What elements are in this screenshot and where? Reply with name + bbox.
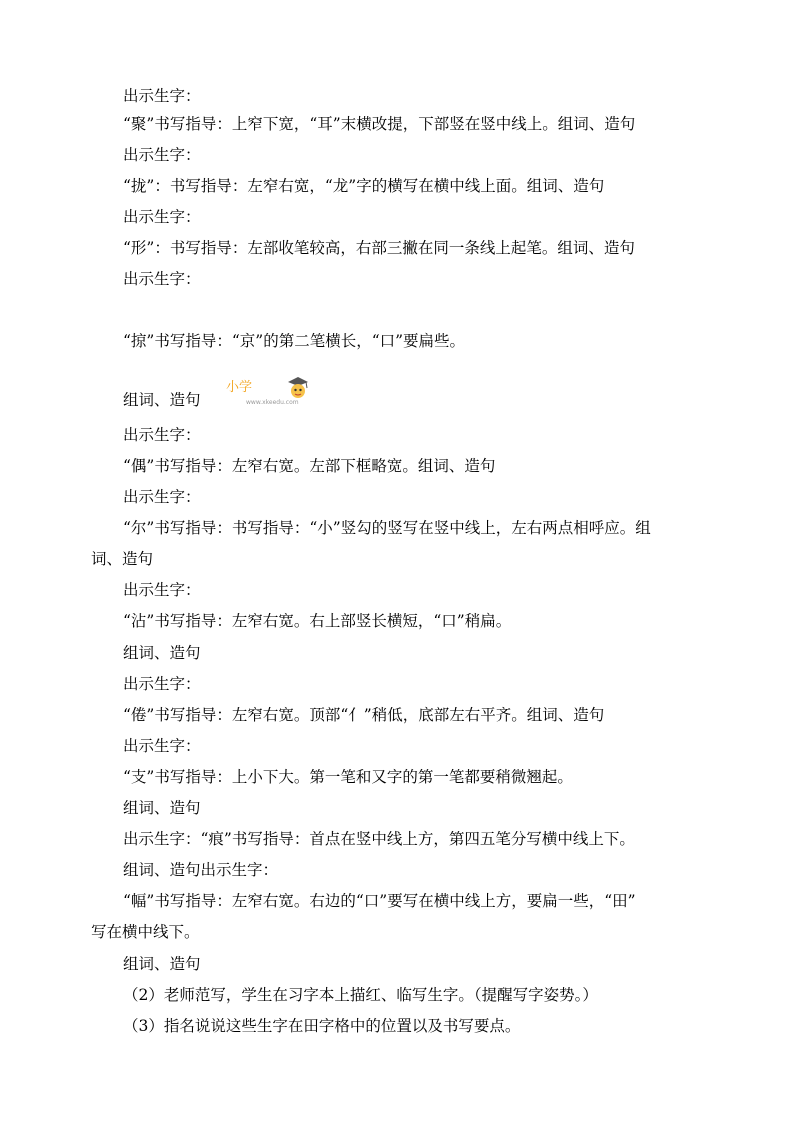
text-line: 出示生字：	[123, 426, 201, 444]
text-line: “支”书写指导：上小下大。第一笔和又字的第一笔都要稍微翘起。	[123, 768, 573, 786]
logo-url: www.xkeedu.com	[246, 399, 299, 406]
text-line: “沾”书写指导：左窄右宽。右上部竖长横短，“口”稍扁。	[123, 612, 512, 630]
text-line: “聚”书写指导：上窄下宽，“耳”末横改提，下部竖在竖中线上。组词、造句	[123, 115, 636, 133]
text-line: “幅”书写指导：左窄右宽。右边的“口”要写在横中线上方，要扁一些，“田”	[123, 892, 636, 910]
text-line: “倦”书写指导：左窄右宽。顶部“亻”稍低，底部左右平齐。组词、造句	[123, 706, 605, 724]
text-line: 出示生字：	[123, 581, 201, 599]
text-line: “形”：书写指导：左部收笔较高，右部三撇在同一条线上起笔。组词、造句	[123, 239, 635, 257]
text-line: 出示生字：	[123, 737, 201, 755]
text-line: “掠”书写指导：“京”的第二笔横长，“口”要扁些。	[123, 332, 466, 350]
text-line: 出示生字：“痕”书写指导：首点在竖中线上方，第四五笔分写横中线上下。	[123, 830, 635, 848]
text-line: 组词、造句	[123, 955, 201, 973]
text-line: 出示生字：	[123, 87, 201, 105]
text-line: 出示生字：	[123, 208, 201, 226]
text-line: “偶”书写指导：左窄右宽。左部下框略宽。组词、造句	[123, 457, 496, 475]
text-line: 组词、造句	[123, 644, 201, 662]
text-line: 出示生字：	[123, 675, 201, 693]
text-line: 出示生字：	[123, 270, 201, 288]
text-line: 组词、造句出示生字：	[123, 861, 279, 879]
text-line: （2）老师范写，学生在习字本上描红、临写生字。（提醒写字姿势。）	[123, 986, 598, 1004]
text-line: 出示生字：	[123, 146, 201, 164]
text-line: 组词、造句	[123, 391, 201, 409]
text-line: “尔”书写指导：书写指导：“小”竖勾的竖写在竖中线上，左右两点相呼应。组	[123, 519, 651, 537]
text-line: （3）指名说说这些生字在田字格中的位置以及书写要点。	[123, 1017, 521, 1035]
text-line: 组词、造句	[123, 799, 201, 817]
text-line: 写在横中线下。	[91, 923, 200, 941]
logo-brand: 小学	[226, 380, 253, 395]
text-line: 词、造句	[91, 550, 154, 568]
text-line: “拢”：书写指导：左窄右宽，“龙”字的横写在横中线上面。组词、造句	[123, 177, 605, 195]
watermark-logo	[226, 376, 312, 406]
text-line: 出示生字：	[123, 488, 201, 506]
graduate-cartoon-icon	[286, 376, 310, 402]
